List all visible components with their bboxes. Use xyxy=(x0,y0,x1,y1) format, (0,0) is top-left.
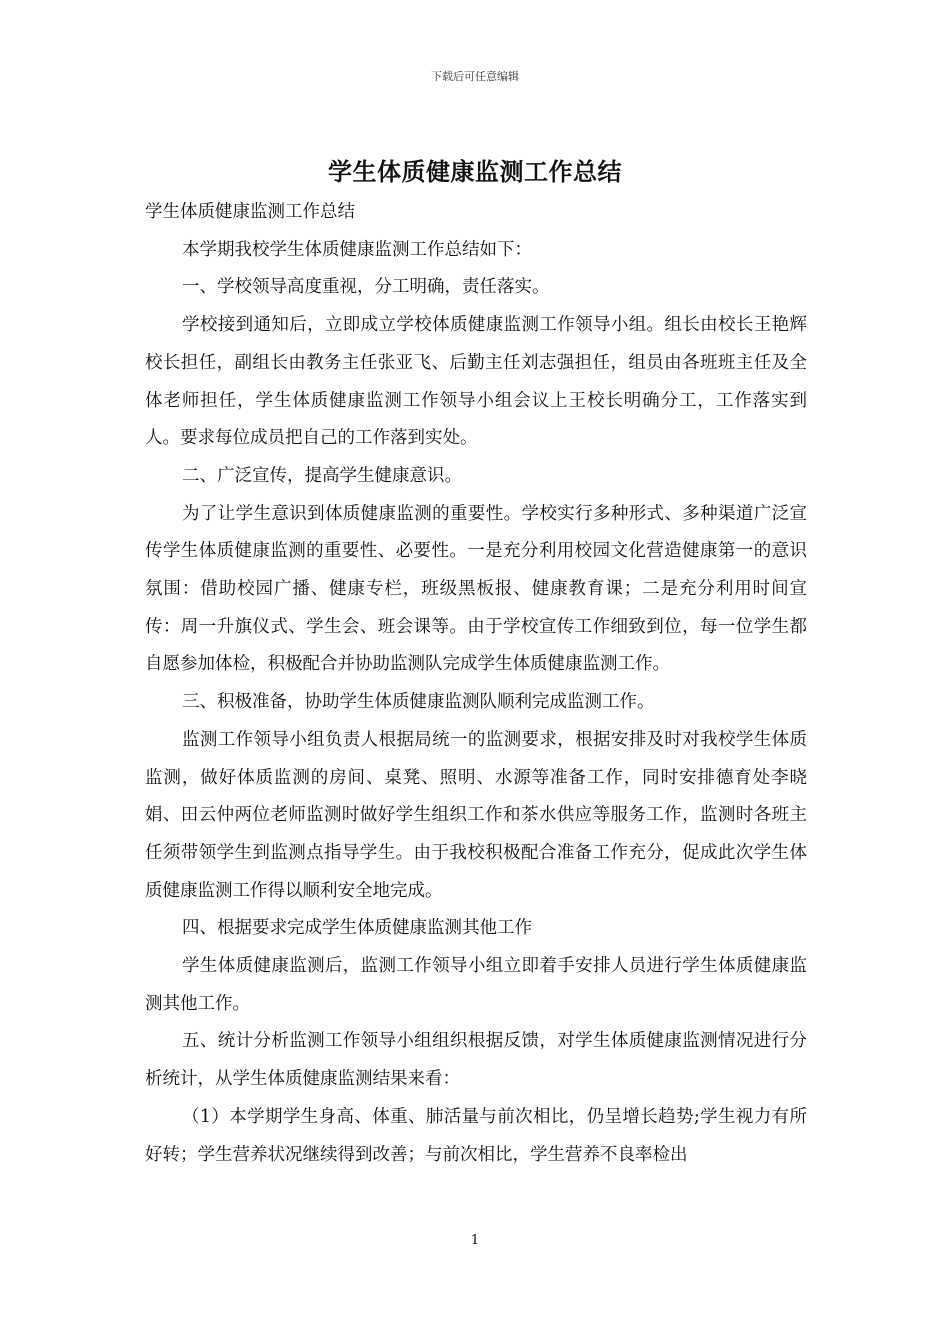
body-paragraph: 为了让学生意识到体质健康监测的重要性。学校实行多种形式、多种渠道广泛宣传学生体质健康监测的重要性、必要性。一是充分利用校园文化营造健康第一的意识氛围：借助校园广播、健康专栏，班级黑板报、健康教育课；二是充分利用时间宣传：周一升旗仪式、学生会、班会课等。由于学校宣传工作细致到位，每一位学生都自愿参加体检，积极配合并协助监测队完成学生体质健康监测工作。 xyxy=(145,503,807,675)
body-paragraph: 本学期我校学生体质健康监测工作总结如下： xyxy=(182,239,532,260)
section-heading: 三、积极准备，协助学生体质健康监测队顺利完成监测工作。 xyxy=(182,692,655,713)
document-title: 学生体质健康监测工作总结 xyxy=(328,157,622,186)
page-number: 1 xyxy=(470,1233,480,1248)
section-heading: 一、学校领导高度重视，分工明确，责任落实。 xyxy=(182,277,550,298)
body-paragraph: 监测工作领导小组负责人根据局统一的监测要求，根据安排及时对我校学生体质监测，做好体质监测的房间、桌凳、照明、水源等准备工作，同时安排德育处李晓娟、田云仲两位老师监测时做好学生组织工作和茶水供应等服务工作，监测时各班主任须带领学生到监测点指导学生。由于我校积极配合准备工作充分，促成此次学生体质健康监测工作得以顺利安全地完成。 xyxy=(145,729,807,901)
body-paragraph: （1）本学期学生身高、体重、肺活量与前次相比，仍呈增长趋势;学生视力有所好转；学生营养状况继续得到改善；与前次相比，学生营养不良率检出 xyxy=(145,1106,807,1165)
page-header-note: 下载后可任意编辑 xyxy=(431,70,519,83)
body-paragraph: 学生体质健康监测工作总结 xyxy=(145,202,355,222)
document-body xyxy=(145,194,807,1174)
body-paragraph: 学生体质健康监测后，监测工作领导小组立即着手安排人员进行学生体质健康监测其他工作。 xyxy=(145,956,807,1014)
section-heading: 五、统计分析监测工作领导小组组织根据反馈，对学生体质健康监测情况进行分析统计，从学生体质健康监测结果来看： xyxy=(145,1031,807,1090)
section-heading: 二、广泛宣传，提高学生健康意识。 xyxy=(182,465,462,486)
body-paragraph: 学校接到通知后，立即成立学校体质健康监测工作领导小组。组长由校长王艳辉校长担任，副组长由教务主任张亚飞、后勤主任刘志强担任，组员由各班班主任及全体老师担任，学生体质健康监测工作领导小组会议上王校长明确分工，工作落实到人。要求每位成员把自己的工作落到实处。 xyxy=(145,315,807,449)
section-heading: 四、根据要求完成学生体质健康监测其他工作 xyxy=(182,918,532,939)
